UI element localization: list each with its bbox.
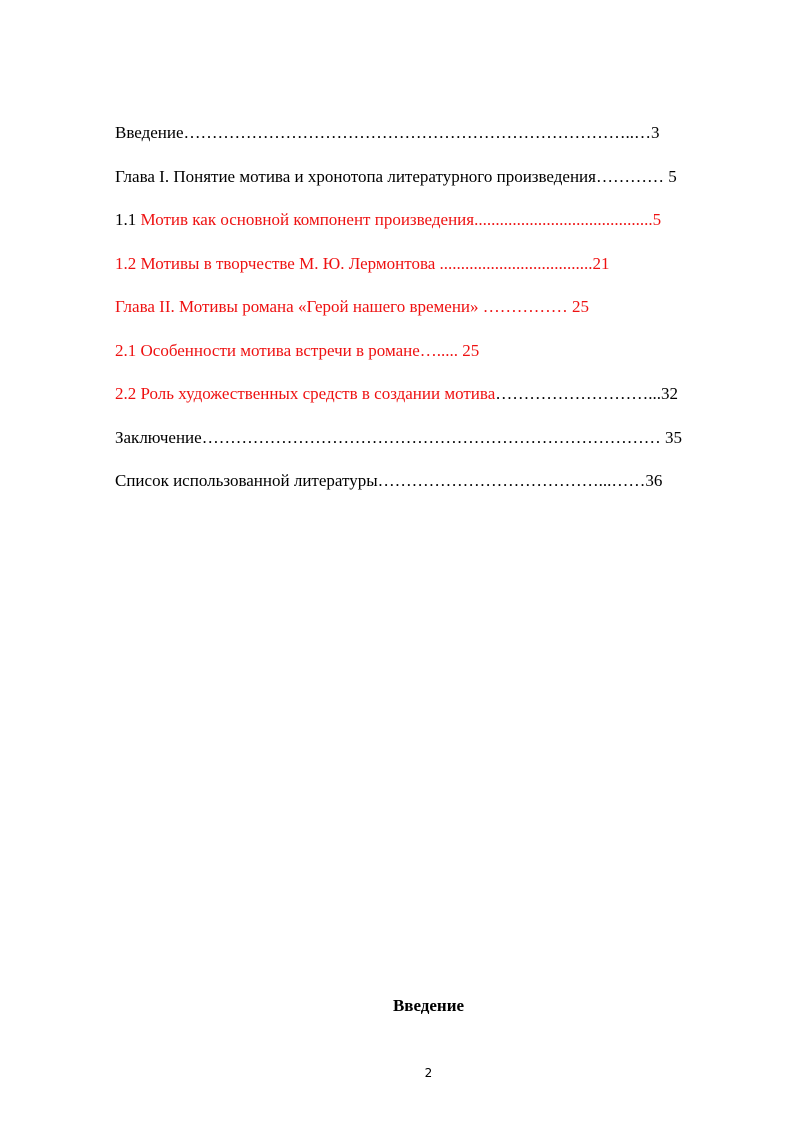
- toc-entry-text: Глава I. Понятие мотива и хронотопа литературного произведения………… 5: [115, 166, 677, 186]
- toc-entry-leader: ………………………...32: [495, 384, 679, 403]
- toc-entry-text-edited: 2.1 Особенности мотива встречи в романе…..... 25: [115, 340, 480, 360]
- toc-entry-section-2-1: [115, 338, 745, 382]
- toc-entry-section-1-1: [115, 207, 745, 251]
- toc-entry-text-edited: 1.2 Мотивы в творчестве М. Ю. Лермонтова ....................................21: [115, 253, 610, 273]
- table-of-contents: [115, 120, 745, 512]
- toc-entry-text-edited: 2.2 Роль художественных средств в создании мотива: [115, 384, 496, 403]
- toc-entry-text-edited: Глава II. Мотивы романа «Герой нашего времени» …………… 25: [115, 297, 590, 316]
- toc-entry-text: Список использованной литературы…………………………………...……36: [115, 471, 663, 490]
- toc-entry-text: Введение……………………………………………………………………..…3: [115, 123, 660, 142]
- toc-entry-chapter-2: [115, 294, 745, 338]
- toc-entry-section-1-2: [115, 251, 745, 295]
- toc-entry-introduction: [115, 120, 745, 164]
- page-number: 2: [424, 1066, 433, 1080]
- toc-entry-number: 1.1: [115, 210, 141, 229]
- toc-entry-section-2-2: [115, 381, 745, 425]
- section-heading: Введение: [392, 996, 465, 1015]
- toc-entry-text-edited: Мотив как основной компонент произведения..........................................5: [140, 210, 662, 229]
- toc-entry-bibliography: [115, 468, 745, 512]
- toc-entry-text: Заключение……………………………………………………………………… 35: [115, 427, 682, 447]
- toc-entry-chapter-1: [115, 164, 745, 208]
- toc-entry-conclusion: [115, 425, 745, 469]
